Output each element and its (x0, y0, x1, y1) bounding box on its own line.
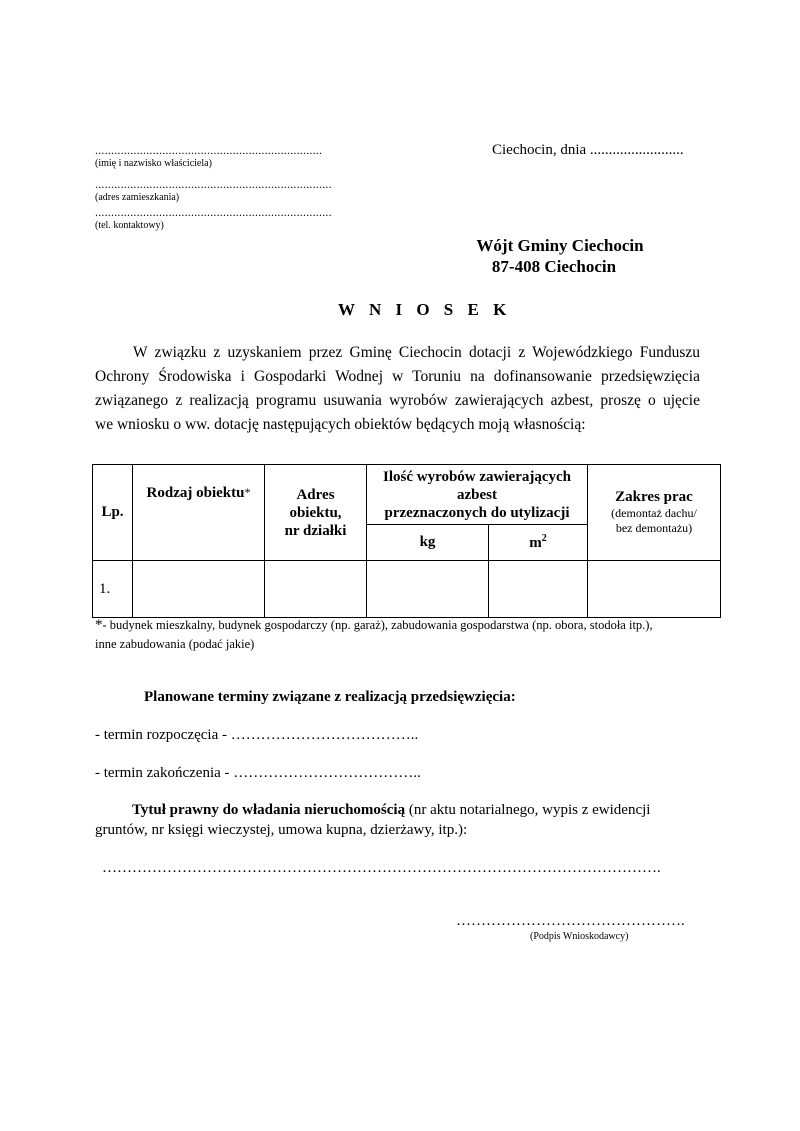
footnote-line1: - budynek mieszkalny, budynek gospodarczy (np. garaż), zabudowania gospodarstwa (np. obora, stodoła itp.), (102, 618, 653, 632)
footnote-marker: * (244, 485, 251, 499)
legal-title-heading: Tytuł prawny do władania nieruchomością (132, 802, 406, 818)
header-amount-line2: azbest (457, 486, 497, 503)
header-scope-sub2: bez demontażu) (615, 521, 693, 535)
header-lp-label: Lp. (101, 504, 124, 520)
intro-line-2: Ochrony Środowiska i Gospodarki Wodnej w Toruniu na dofinansowanie przedsięwzięcia (95, 368, 700, 385)
owner-name-dots[interactable]: ....................................................................... (95, 143, 323, 157)
legal-title-line2: gruntów, nr księgi wieczystej, umowa kupna, dzierżawy, itp.): (95, 822, 468, 838)
intro-paragraph (95, 341, 700, 437)
legal-title-rest: (nr aktu notarialnego, wypis z ewidencji (405, 802, 651, 818)
objects-table (92, 464, 721, 618)
header-amount-line1: Ilość wyrobów zawierających (382, 468, 572, 485)
owner-address-label: (adres zamieszkania) (95, 192, 180, 203)
legal-title-dots[interactable]: …………………………………………………………………………………………………. (102, 860, 661, 876)
header-object-address (265, 465, 367, 561)
place-date[interactable]: Ciechocin, dnia ......................... (492, 142, 684, 158)
row-scope-cell[interactable] (588, 561, 721, 618)
row-object-address-cell[interactable] (265, 561, 367, 618)
header-m2-label: m (529, 535, 542, 551)
intro-line-1: W związku z uzyskaniem przez Gminę Ciechocin dotacji z Wojewódzkiego Funduszu (133, 344, 700, 361)
header-asbestos-amount (367, 465, 588, 525)
header-m2-sup: 2 (541, 533, 547, 544)
footnote-line2: inne zabudowania (podać jakie) (95, 637, 255, 651)
header-scope-label: Zakres prac (615, 489, 693, 505)
owner-phone-dots[interactable]: .......................................................................... (95, 205, 332, 219)
header-kg (367, 525, 489, 561)
header-lp (93, 465, 133, 561)
header-amount-line3: przeznaczonych do utylizacji (384, 504, 570, 521)
header-scope-sub1: (demontaż dachu/ (611, 506, 697, 520)
start-date-line[interactable]: - termin rozpoczęcia - ……………………………….. (95, 727, 419, 743)
header-address-line3: nr działki (284, 522, 347, 539)
header-object-type (133, 465, 265, 561)
row-kg-cell[interactable] (367, 561, 489, 618)
header-work-scope (588, 465, 721, 561)
table-row (93, 561, 721, 618)
owner-address-dots[interactable]: .......................................................................... (95, 177, 332, 191)
row-m2-cell[interactable] (489, 561, 588, 618)
row-lp: 1. (93, 561, 133, 618)
intro-line-4: we wniosku o ww. dotację następujących obiektów będących moją własnością: (95, 416, 586, 433)
addressee-line2: 87-408 Ciechocin (491, 257, 617, 276)
addressee-line1: Wójt Gminy Ciechocin (476, 236, 644, 255)
header-kg-label: kg (419, 534, 436, 550)
header-object-type-label: Rodzaj obiektu (146, 485, 245, 501)
document-title: W N I O S E K (338, 300, 512, 319)
header-address-line2: obiektu, (289, 504, 342, 521)
footnote (95, 617, 653, 633)
owner-phone-label: (tel. kontaktowy) (95, 220, 164, 231)
signature-label: (Podpis Wnioskodawcy) (530, 931, 629, 942)
owner-name-label: (imię i nazwisko właściciela) (95, 158, 212, 169)
intro-line-3: związanego z realizacją programu usuwania wyrobów zawierających azbest, proszę o ujęcie (95, 392, 700, 409)
row-object-type-cell[interactable] (133, 561, 265, 618)
header-m2 (489, 525, 588, 561)
end-date-line[interactable]: - termin zakończenia - ……………………………….. (95, 765, 421, 781)
footnote-mark: * (95, 617, 103, 633)
legal-title-line1 (132, 802, 650, 819)
signature-dots[interactable]: ………………………………………. (456, 913, 685, 929)
header-address-line1: Adres (296, 486, 335, 503)
schedule-heading: Planowane terminy związane z realizacją przedsięwzięcia: (144, 689, 516, 705)
